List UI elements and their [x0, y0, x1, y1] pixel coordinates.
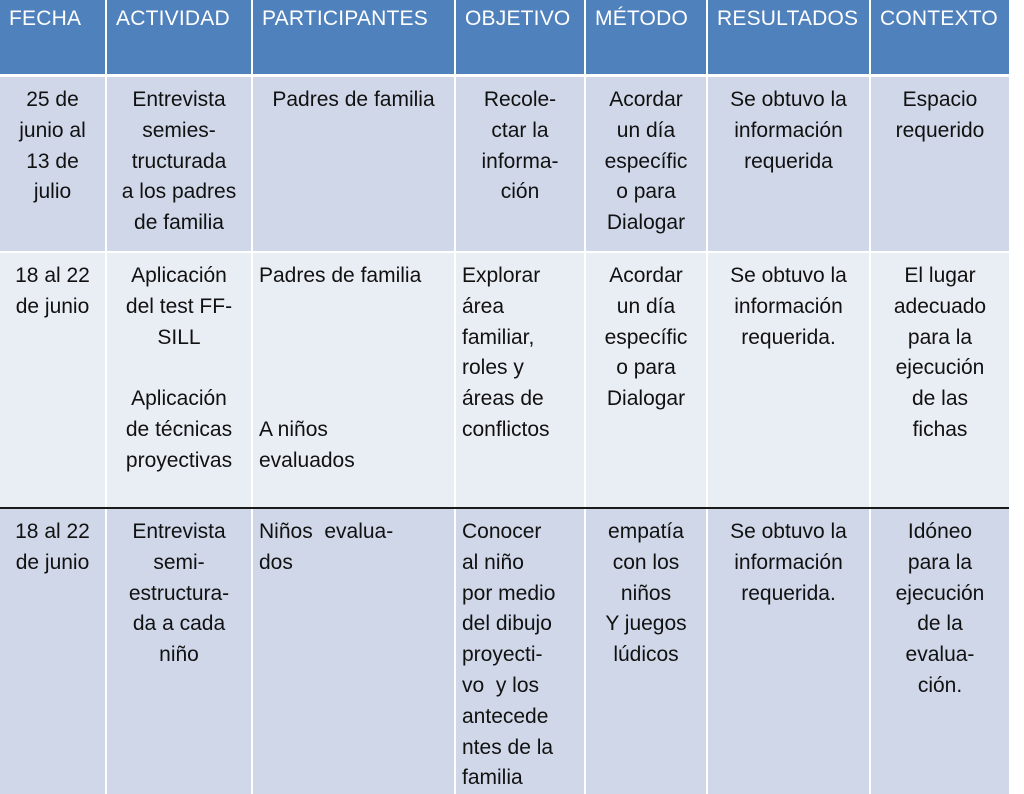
cell-line: Y juegos [605, 612, 687, 636]
cell-line: A niños [259, 417, 328, 441]
cell-line: empatía [608, 520, 684, 543]
cell-line: junio al [19, 118, 86, 142]
cell-line: conflictos [462, 417, 550, 441]
cell-line: adecuado [893, 294, 987, 318]
cell-line: familiar, [462, 325, 535, 349]
cell-spacer [259, 384, 448, 415]
cell-line: o para [616, 356, 676, 380]
cell-line: proyectivas [125, 448, 233, 472]
cell-line: estructura- [128, 581, 230, 605]
header-participantes: PARTICIPANTES [252, 0, 455, 76]
cell-actividad [106, 252, 252, 508]
cell-line: información [734, 118, 843, 142]
cell-metodo [585, 252, 707, 508]
cell-line: Acordar [609, 88, 683, 111]
cell-line: a los padres [121, 180, 237, 204]
cell-line: evalua- [905, 643, 975, 667]
cell-line: información [734, 550, 843, 574]
cell-line: evaluados [259, 448, 355, 472]
cell-line: 13 de [26, 149, 79, 173]
cell-objetivo [455, 252, 585, 508]
table-row [0, 508, 1009, 794]
cell-line: para la [907, 550, 973, 574]
cell-line: de familia [134, 211, 224, 235]
cell-participantes [252, 76, 455, 253]
cell-line: requerida. [741, 325, 836, 349]
cell-metodo [585, 76, 707, 253]
cell-line: Explorar [462, 264, 541, 287]
cell-spacer [259, 292, 448, 323]
cell-line: ctar la [491, 118, 549, 142]
cell-line: niños [620, 581, 672, 605]
cell-line: SILL [157, 325, 201, 349]
cell-line: Idóneo [907, 520, 973, 543]
cell-line: Padres de familia [272, 88, 435, 111]
cell-line: Dialogar [606, 211, 686, 235]
cell-resultados [707, 508, 870, 794]
cell-line: Se obtuvo la [730, 520, 847, 543]
cell-contexto [870, 76, 1009, 253]
cell-line: Acordar [609, 264, 683, 287]
header-contexto: CONTEXTO [870, 0, 1009, 76]
cell-line: requerido [895, 118, 985, 142]
cell-line: semies- [142, 118, 216, 142]
cell-spacer [113, 353, 245, 384]
cell-line: dos [259, 550, 293, 574]
cell-line: tructurada [131, 149, 227, 173]
cell-actividad [106, 76, 252, 253]
cell-contexto [870, 252, 1009, 508]
cell-line: del dibujo [462, 612, 552, 636]
cell-line: lúdicos [613, 643, 679, 667]
cell-line: ejecución [895, 356, 985, 380]
header-fecha: FECHA [0, 0, 106, 76]
cell-fecha [0, 76, 106, 253]
cell-line: 18 al 22 [15, 264, 90, 287]
table-row [0, 76, 1009, 253]
cell-line: área [462, 294, 505, 318]
cell-spacer [259, 323, 448, 354]
cell-line: informa- [481, 149, 559, 173]
cell-line: Entrevista [132, 88, 226, 111]
cell-spacer [259, 353, 448, 384]
cell-line: Dialogar [606, 387, 686, 411]
cell-line: del test FF- [125, 294, 233, 318]
cell-line: específic [604, 325, 688, 349]
cell-line: julio [33, 180, 72, 204]
cell-line: información [734, 294, 843, 318]
cell-line: semi- [153, 550, 205, 574]
cell-contexto [870, 508, 1009, 794]
cell-line: roles y [462, 356, 524, 380]
cell-line: Espacio [902, 88, 978, 111]
cell-actividad [106, 508, 252, 794]
cell-metodo [585, 508, 707, 794]
cell-line: requerida. [741, 581, 836, 605]
cell-line: de junio [15, 550, 90, 574]
cell-line: Se obtuvo la [730, 264, 847, 287]
cell-line: de la [917, 612, 963, 636]
table-row [0, 252, 1009, 508]
cell-line: niño [159, 643, 199, 667]
cell-line: 25 de [26, 88, 79, 111]
cell-line: al niño [462, 550, 524, 574]
cell-line: Padres de familia [259, 264, 422, 287]
cell-line: Recole- [483, 88, 557, 111]
cell-resultados [707, 76, 870, 253]
cell-participantes [252, 252, 455, 508]
cell-line: específic [604, 149, 688, 173]
cell-line: ntes de la [462, 735, 554, 759]
cell-line: antecede [462, 704, 549, 728]
cell-line: familia [462, 766, 523, 790]
cell-line: un día [616, 118, 676, 142]
cell-line: ción [500, 180, 540, 204]
cell-line: Aplicación [131, 264, 227, 287]
cell-line: El lugar [904, 264, 976, 287]
cell-line: 18 al 22 [15, 520, 90, 543]
cell-line: o para [616, 180, 676, 204]
header-objetivo: OBJETIVO [455, 0, 585, 76]
header-actividad: ACTIVIDAD [106, 0, 252, 76]
cell-line: vo y los [462, 673, 540, 697]
cell-participantes [252, 508, 455, 794]
cell-line: con los [612, 550, 680, 574]
cell-fecha [0, 508, 106, 794]
cell-line: por medio [462, 581, 556, 605]
cell-line: Se obtuvo la [730, 88, 847, 111]
cell-line: da a cada [132, 612, 226, 636]
cell-objetivo [455, 508, 585, 794]
cell-objetivo [455, 76, 585, 253]
cell-line: ejecución [895, 581, 985, 605]
cell-line: de junio [15, 294, 90, 318]
cell-line: áreas de [462, 387, 544, 411]
cell-line: Conocer [462, 520, 542, 543]
header-resultados: RESULTADOS [707, 0, 870, 76]
cell-line: un día [616, 294, 676, 318]
header-metodo: MÉTODO [585, 0, 707, 76]
cell-line: fichas [912, 417, 968, 441]
cell-line: Entrevista [132, 520, 226, 543]
cell-fecha [0, 252, 106, 508]
cell-line: ción. [917, 673, 963, 697]
cell-line: requerida [744, 149, 833, 173]
cell-line: de técnicas [125, 417, 233, 441]
cell-line: de las [911, 387, 969, 411]
cell-line: Niños evalua- [259, 520, 394, 543]
cell-resultados [707, 252, 870, 508]
cell-line: para la [907, 325, 973, 349]
cell-line: proyecti- [462, 643, 543, 667]
header-row [0, 0, 1009, 76]
cell-line: Aplicación [131, 387, 227, 411]
